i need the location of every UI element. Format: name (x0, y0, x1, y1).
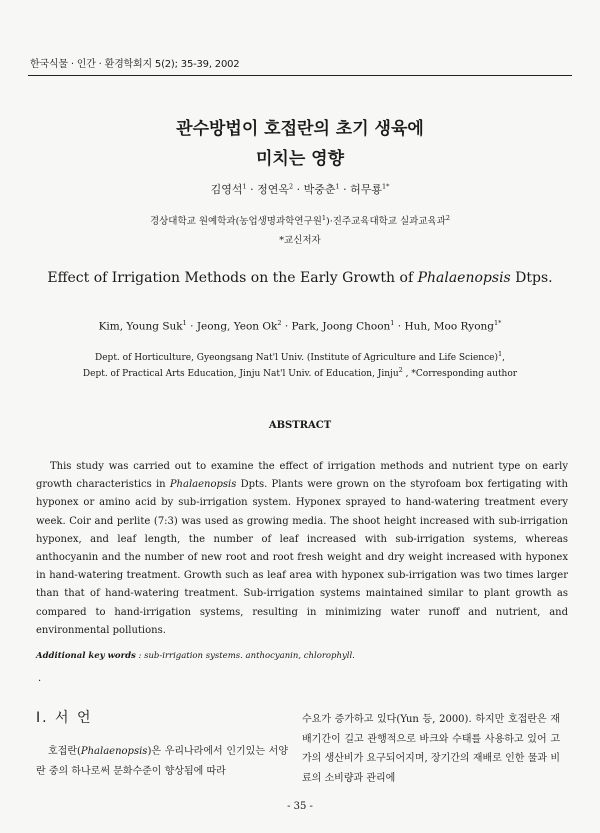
korean-author: 정연옥 (257, 183, 289, 196)
affil-text: , *Corresponding author (402, 369, 518, 379)
affil-sup: 1 (321, 213, 327, 222)
korean-authors: 김영석$^1$ · 정연옥$^2$ · 박중춘$^1$ · 허무룡$^{1*}$ (210, 182, 390, 196)
title-italic: Phalaenopsis (417, 270, 511, 286)
margin-mark: · (38, 676, 42, 687)
english-title (0, 270, 600, 286)
abstract-text: Dpts. Plants were grown on the styrofoam box fertigating with hyponex or amino acid by sub-irrigation system. Hyponex sprayed to hand-watering treatment every week. Coir and perlite (7:3) was used as growing media. The shoot height increased with sub-irrigation hyponex, and leaf length, the number of leaf increased with sub-irrigation systems, whereas anthocyanin and the number of new root and root fresh weight and dry weight increased with hyponex in hand-watering treatment. Growth such as leaf area with hyponex sub-irrigation was two times larger than that of hand-watering treatment. Sub-irrigation systems maintained similar to plant growth as compared to hand-irrigation systems, resulting in minimizing water runoff and nutrient, and environmental pollutions. (36, 479, 568, 636)
abstract-body (36, 458, 568, 640)
english-author: Jeong, Yeon Ok (196, 320, 278, 333)
korean-author: 허무룡 (350, 183, 383, 196)
korean-affiliation (0, 213, 600, 227)
author-sup: 2 (277, 319, 282, 327)
author-sup: 1 (242, 182, 247, 191)
author-sup: 1 (335, 182, 340, 191)
english-author: Park, Joong Choon (291, 320, 391, 333)
title-text: Effect of Irrigation Methods on the Early Growth of (47, 270, 418, 286)
affil-sup: 2 (445, 213, 451, 222)
author-sup: 1 (182, 319, 187, 327)
affil-sup: 1 (497, 350, 503, 358)
korean-corresponding-note: *교신저자 (279, 235, 321, 246)
abstract-heading: ABSTRACT (268, 420, 332, 431)
keywords (36, 651, 355, 661)
affil-sup: 2 (398, 366, 403, 374)
section-heading-introduction: Ⅰ. 서 언 (36, 710, 93, 726)
korean-title-line2: 미치는 영향 (255, 149, 345, 169)
author-sup: 1 (390, 319, 395, 327)
intro-text: )은 우리나라에서 인기있는 서양란 중의 하나로써 문화수준이 향상됨에 따라 (36, 746, 288, 777)
intro-text: 호접란( (48, 746, 81, 757)
abstract-text: This study was carried out to examine the effect of irrigation methods and nutrient type on early growth characteristics in (36, 461, 568, 491)
korean-author: 김영석 (210, 183, 243, 196)
english-affiliation-line1: Dept. of Horticulture, Gyeongsang Nat'l Univ. (Institute of Agriculture and Life Science)$^1$, (95, 350, 505, 363)
english-author: Kim, Young Suk (98, 320, 183, 333)
keywords-text: : sub-irrigation systems. anthocyanin, chlorophyll. (135, 651, 355, 661)
header-rule (28, 75, 572, 76)
intro-text: 수요가 증가하고 있다(Yun 등, 2000). 하지만 호접란은 재배기간이 길고 관행적으로 바크와 수태를 사용하고 있어 고가의 생산비가 요구되어지며, 장기간의 재배로 인한 물과 비료의 소비량과 관리에 (302, 714, 560, 784)
intro-italic: Phalaenopsis (80, 746, 148, 757)
english-affiliation-line2 (30, 366, 570, 379)
intro-right-column (302, 710, 560, 788)
affil-text: 경상대학교 원예학과(농업생명과학연구원 (149, 216, 322, 227)
author-sup: 1* (494, 319, 502, 327)
intro-left-column (36, 742, 288, 781)
abstract-italic: Phalaenopsis (169, 479, 237, 491)
korean-author: 박중춘 (303, 183, 336, 196)
author-sup: 1* (382, 182, 390, 191)
affil-text: )·진주교육대학교 실과교육과 (326, 216, 446, 227)
affil-text: Dept. of Practical Arts Education, Jinju Nat'l Univ. of Education, Jinju (82, 369, 399, 379)
english-author: Huh, Moo Ryong (404, 320, 495, 333)
page-number: - 35 - (287, 801, 313, 812)
journal-header: 한국식물 · 인간 · 환경학회지 5(2); 35-39, 2002 (30, 59, 240, 70)
keywords-label: Additional key words (36, 651, 136, 661)
title-text: Dtps. (510, 270, 553, 286)
author-sup: 2 (288, 182, 294, 191)
korean-title-line1: 관수방법이 호접란의 초기 생육에 (176, 119, 424, 139)
affil-text: Dept. of Horticulture, Gyeongsang Nat'l Univ. (Institute of Agriculture and Life Science) (95, 353, 498, 363)
english-authors: Kim, Young Suk$^1$ · Jeong, Yeon $Ok^2$ · Park, Joong Choon$^1$ · Huh, Moo Ryong$^{1*}$ (98, 319, 502, 333)
